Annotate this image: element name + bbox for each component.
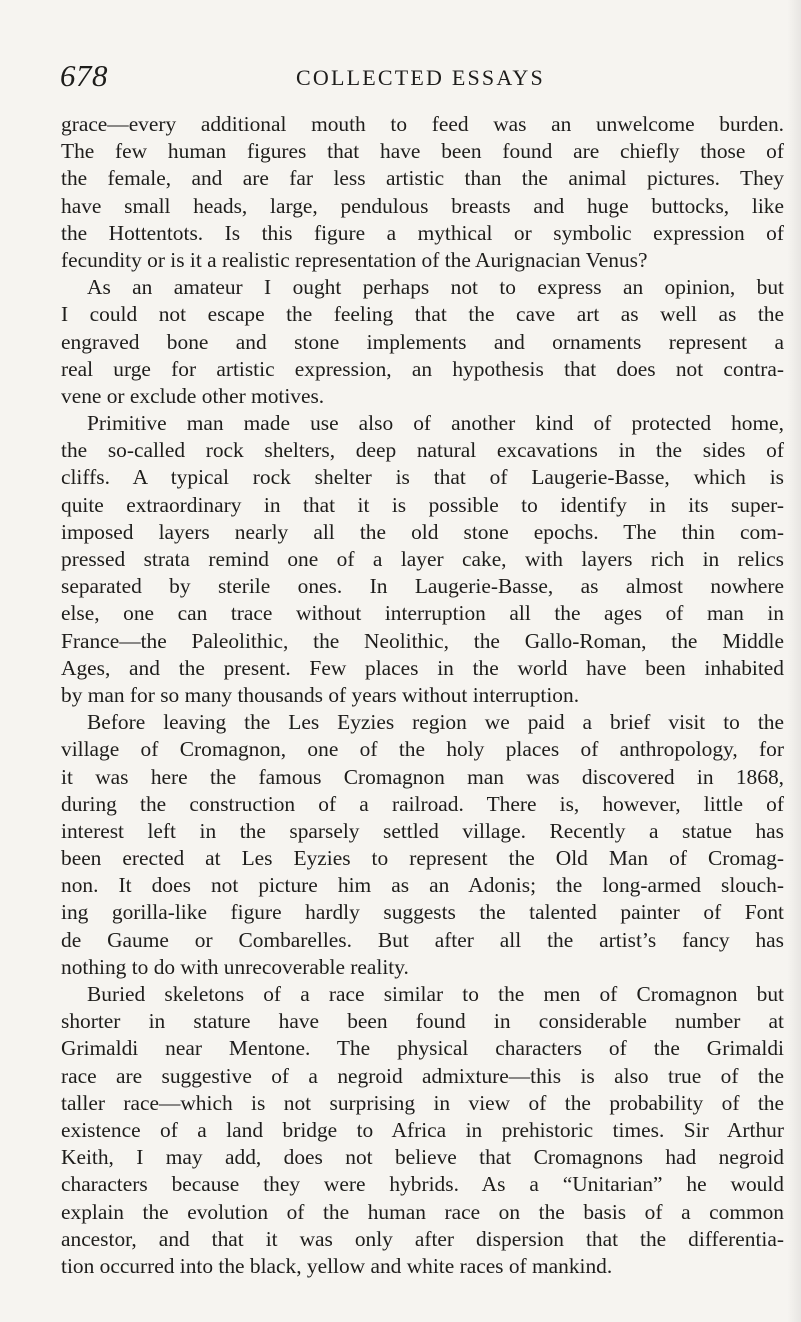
- running-head: [0, 58, 801, 98]
- text-line: de Gaume or Combarelles. But after all the artist’s fancy has: [61, 927, 784, 952]
- text-line: during the construction of a railroad. There is, however, little of: [61, 791, 784, 816]
- text-line: ancestor, and that it was only after dispersion that the differentia-: [61, 1226, 784, 1251]
- text-line: vene or exclude other motives.: [61, 383, 325, 408]
- text-line: cliffs. A typical rock shelter is that of Laugerie-Basse, which is: [61, 465, 784, 490]
- text-line: been erected at Les Eyzies to represent the Old Man of Cromag-: [61, 846, 784, 871]
- text-line: characters because they were hybrids. As a “Unitarian” he would: [61, 1172, 784, 1197]
- text-line: ing gorilla-like figure hardly suggests the talented painter of Font: [61, 900, 784, 925]
- text-line: the female, and are far less artistic than the animal pictures. They: [61, 166, 784, 191]
- text-line: have small heads, large, pendulous breasts and huge buttocks, like: [61, 193, 784, 218]
- text-line: else, one can trace without interruption all the ages of man in: [61, 601, 784, 626]
- text-line: real urge for artistic expression, an hypothesis that does not contra-: [61, 356, 784, 381]
- text-line: engraved bone and stone implements and ornaments represent a: [61, 329, 784, 354]
- text-line: nothing to do with unrecoverable reality.: [61, 954, 409, 979]
- page-edge-shadow: [787, 0, 801, 1322]
- text-line: race are suggestive of a negroid admixture—this is also true of the: [61, 1063, 784, 1088]
- text-line: non. It does not picture him as an Adonis; the long-armed slouch-: [61, 873, 784, 898]
- text-line: interest left in the sparsely settled village. Recently a statue has: [61, 818, 784, 843]
- text-line: I could not escape the feeling that the cave art as well as the: [61, 302, 784, 327]
- text-line: Keith, I may add, does not believe that Cromagnons had negroid: [61, 1145, 784, 1170]
- text-line: by man for so many thousands of years without interruption.: [61, 682, 580, 707]
- text-line: Ages, and the present. Few places in the world have been inhabited: [61, 655, 784, 680]
- text-line: taller race—which is not surprising in view of the probability of the: [61, 1090, 784, 1115]
- page-number: 678: [60, 58, 108, 93]
- text-line: pressed strata remind one of a layer cake, with layers rich in relics: [61, 547, 784, 571]
- text-line: quite extraordinary in that it is possible to identify in its super-: [61, 492, 784, 517]
- text-line: existence of a land bridge to Africa in prehistoric times. Sir Arthur: [61, 1117, 784, 1142]
- text-line: tion occurred into the black, yellow and white races of mankind.: [61, 1253, 613, 1278]
- paragraph-first-line: Buried skeletons of a race similar to the men of Cromagnon but: [87, 982, 784, 1006]
- body-text: [61, 111, 784, 1280]
- text-line: it was here the famous Cromagnon man was discovered in 1868,: [61, 764, 784, 789]
- paragraph-first-line: Primitive man made use also of another kind of protected home,: [87, 411, 784, 436]
- text-line: the so-called rock shelters, deep natural excavations in the sides of: [61, 438, 784, 463]
- running-title: COLLECTED ESSAYS: [296, 65, 545, 90]
- text-line: the Hottentots. Is this figure a mythical or symbolic expression of: [61, 220, 784, 245]
- text-line: village of Cromagnon, one of the holy places of anthropology, for: [61, 737, 784, 762]
- text-line: explain the evolution of the human race on the basis of a common: [61, 1199, 784, 1224]
- text-line: France—the Paleolithic, the Neolithic, the Gallo-Roman, the Middle: [61, 628, 784, 653]
- paragraph-first-line: Before leaving the Les Eyzies region we paid a brief visit to the: [87, 710, 784, 735]
- text-line: separated by sterile ones. In Laugerie-Basse, as almost nowhere: [61, 574, 784, 599]
- paragraph-first-line: As an amateur I ought perhaps not to express an opinion, but: [87, 275, 784, 300]
- text-line: grace—every additional mouth to feed was an unwelcome burden.: [61, 112, 784, 136]
- text-line: shorter in stature have been found in considerable number at: [61, 1009, 784, 1034]
- text-line: fecundity or is it a realistic representation of the Aurignacian Venus?: [61, 247, 648, 272]
- text-line: The few human figures that have been found are chiefly those of: [61, 139, 784, 164]
- text-line: Grimaldi near Mentone. The physical characters of the Grimaldi: [61, 1036, 784, 1061]
- text-line: imposed layers nearly all the old stone epochs. The thin com-: [61, 519, 784, 544]
